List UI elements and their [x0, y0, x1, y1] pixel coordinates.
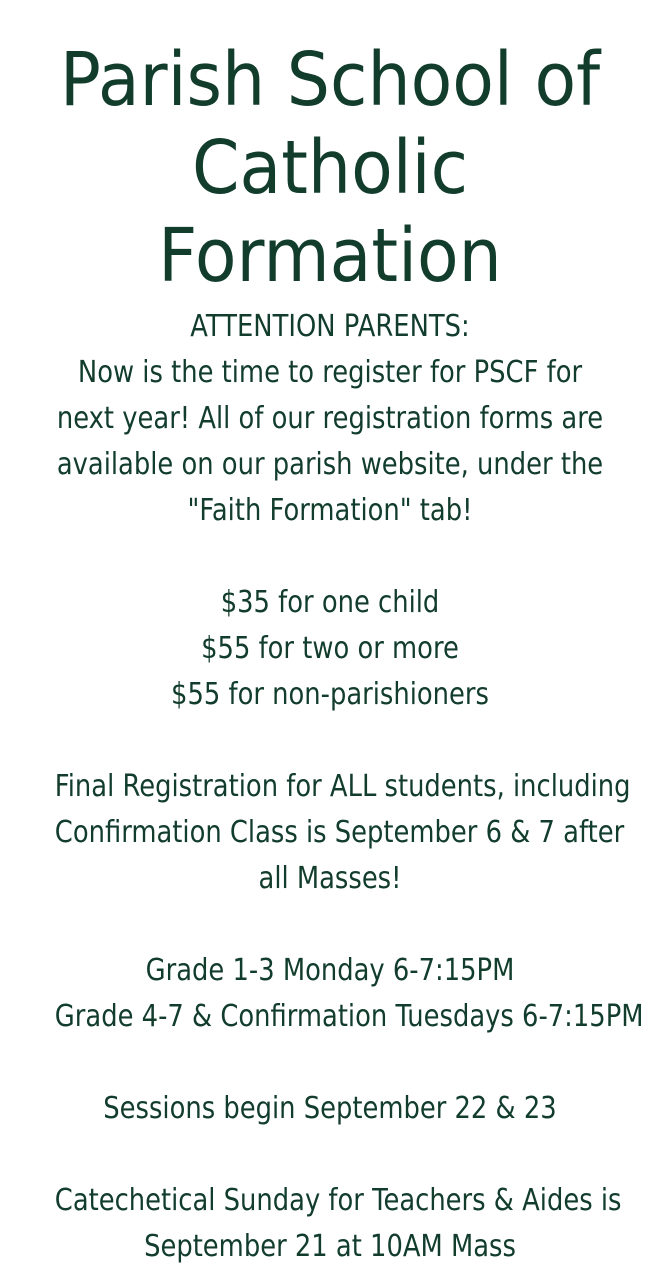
catechetical-sunday [54, 1178, 622, 1270]
final-registration-line: Final Registration for ALL students, including [54, 769, 631, 804]
final-registration-line: all Masses! [258, 861, 402, 896]
flyer-body [54, 304, 644, 1270]
catechetical-line: Catechetical Sunday for Teachers & Aides is [54, 1183, 622, 1218]
schedule-line: Grade 1-3 Monday 6-7:15PM [145, 953, 515, 988]
catechetical-line: September 21 at 10AM Mass [144, 1229, 516, 1264]
intro-line: available on our parish website, under the [56, 447, 604, 482]
spacer [55, 1132, 605, 1178]
spacer [55, 718, 605, 764]
intro-line: next year! All of our registration forms are [56, 401, 604, 436]
spacer [55, 902, 605, 948]
class-schedule [54, 948, 644, 1040]
spacer [55, 1040, 605, 1086]
registration-announcement [55, 304, 605, 534]
price-line: $55 for non-parishioners [171, 677, 489, 712]
title-line-2: Catholic Formation [158, 125, 502, 299]
pricing-list [55, 580, 605, 718]
intro-line: "Faith Formation" tab! [187, 493, 473, 528]
attention-heading: ATTENTION PARENTS: [190, 309, 470, 344]
sessions-start [55, 1086, 605, 1132]
schedule-line: Grade 4-7 & Confirmation Tuesdays 6-7:15PM [54, 999, 644, 1034]
final-registration-line: Confirmation Class is September 6 & 7 after [54, 815, 625, 850]
final-registration [54, 764, 631, 902]
price-line: $55 for two or more [201, 631, 459, 666]
sessions-line: Sessions begin September 22 & 23 [103, 1091, 557, 1126]
price-line: $35 for one child [220, 585, 440, 620]
spacer [55, 534, 605, 580]
intro-line: Now is the time to register for PSCF for [77, 355, 583, 390]
flyer-title [36, 36, 625, 300]
title-line-1: Parish School of [59, 37, 601, 123]
